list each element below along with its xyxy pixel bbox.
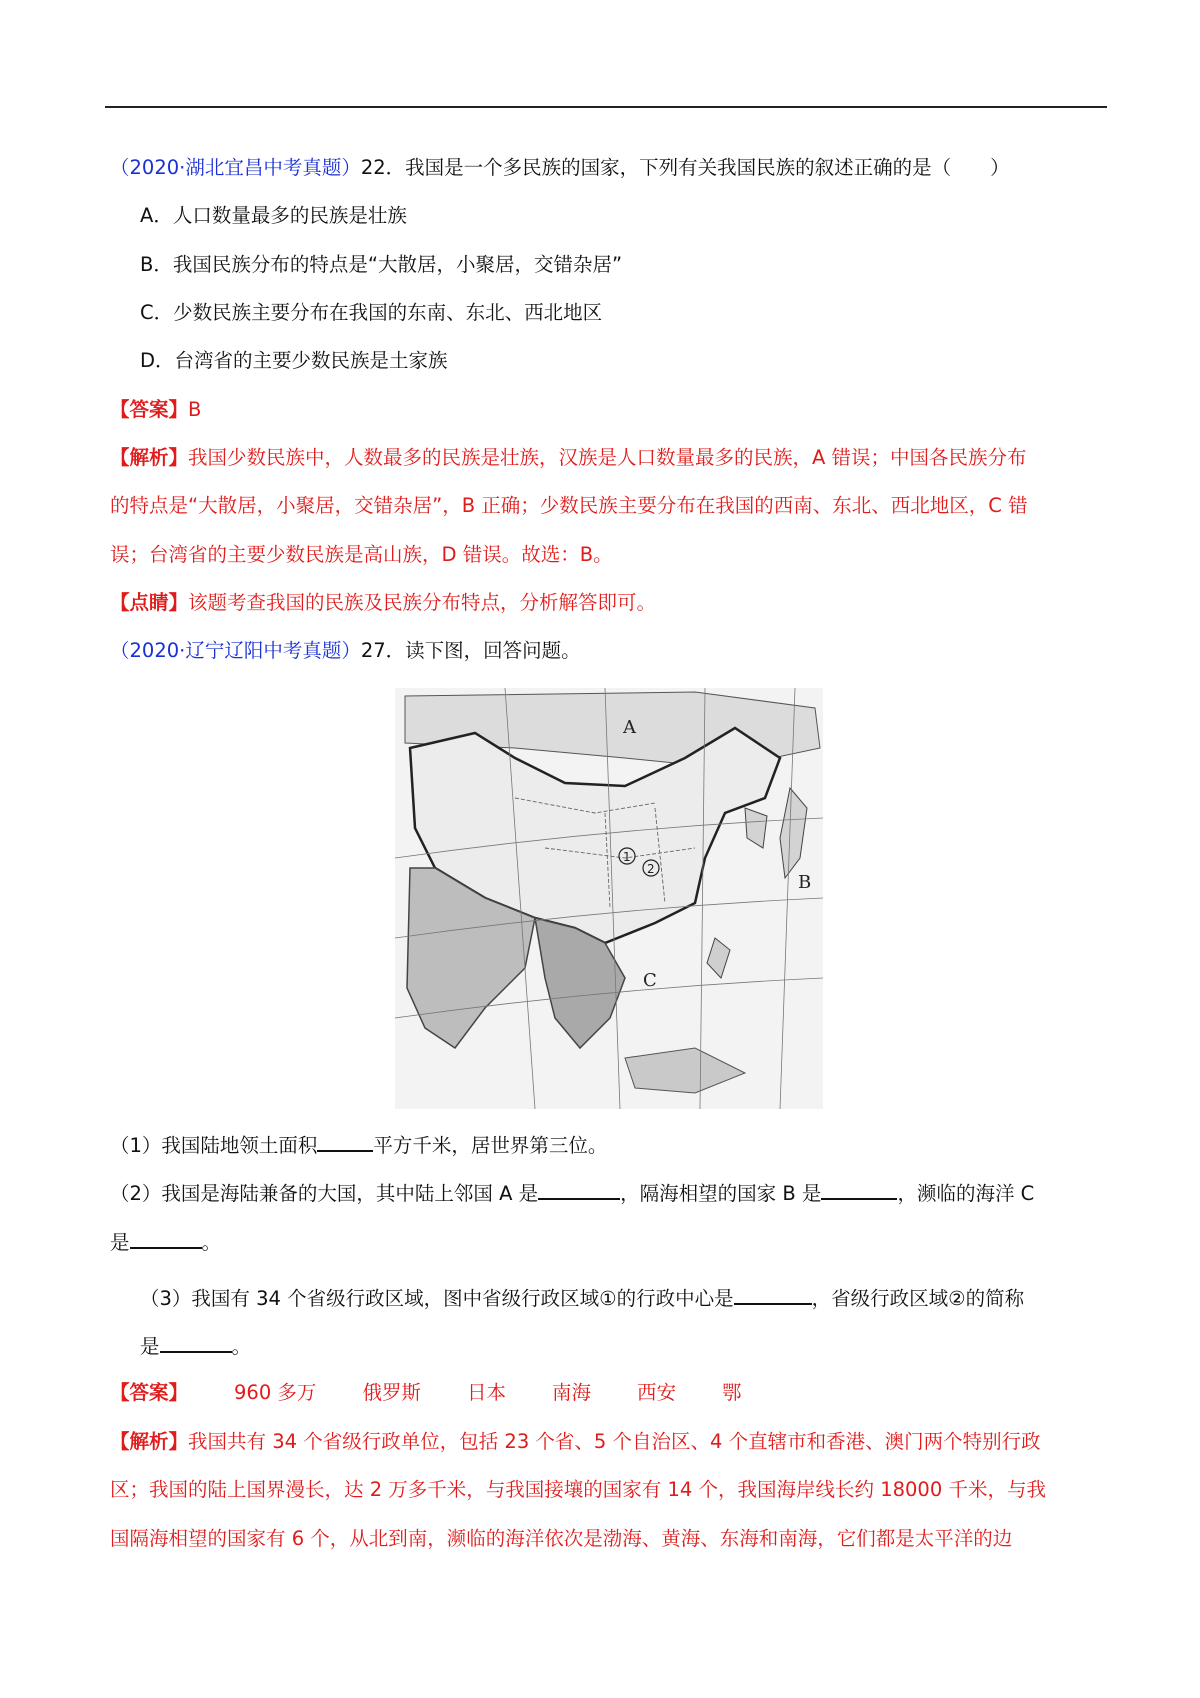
- q22-analysis-line-1: [110, 444, 1110, 472]
- q27-source: （2020·辽宁辽阳中考真题）: [110, 639, 361, 662]
- q27-answer-5: 西安: [636, 1381, 676, 1404]
- map-marker-1: 1: [623, 850, 631, 864]
- map-label-a: A: [623, 717, 636, 738]
- q27-sub2-line2-post: 。: [201, 1231, 222, 1254]
- q27-sub1-post: 平方千米，居世界第三位。: [373, 1134, 608, 1157]
- q27-sub3-blank-b: [160, 1331, 232, 1353]
- q27-analysis-line-3: 国隔海相望的国家有 6 个，从北到南，濒临的海洋依次是渤海、黄海、东海和南海，它们都是太平洋的边: [110, 1527, 1013, 1550]
- q22-option-a: A．人口数量最多的民族是壮族: [140, 204, 407, 227]
- q27-sub2-blank-c: [130, 1227, 202, 1249]
- q27-stem-line: [110, 637, 1110, 665]
- q27-sub3-mid: ，省级行政区域②的简称: [811, 1287, 1025, 1310]
- q22-option-d: D．台湾省的主要少数民族是土家族: [140, 349, 448, 372]
- header-rule: [105, 106, 1107, 108]
- q22-tip-line: [110, 589, 1110, 617]
- q27-answer-3: 日本: [466, 1381, 506, 1404]
- q22-tip-label: 【点睛】: [110, 591, 189, 614]
- q27-sub2-mid1: ，隔海相望的国家 B 是: [620, 1182, 822, 1205]
- q27-sub2-pre: （2）我国是海陆兼备的大国，其中陆上邻国 A 是: [110, 1182, 539, 1205]
- q22-analysis-line-3: 误；台湾省的主要少数民族是高山族，D 错误。故选：B。: [110, 543, 613, 566]
- q22-analysis-line-2: 的特点是“大散居，小聚居，交错杂居”，B 正确；少数民族主要分布在我国的西南、东北、西北地区，C 错: [110, 494, 1028, 517]
- q22-tip: 该题考查我国的民族及民族分布特点，分析解答即可。: [188, 591, 657, 614]
- q22-option-b: B．我国民族分布的特点是“大散居，小聚居，交错杂居”: [140, 253, 623, 276]
- q27-analysis-line-2: 区；我国的陆上国界漫长，达 2 万多千米，与我国接壤的国家有 14 个，我国海岸线长约 18000 千米，与我: [110, 1478, 1046, 1501]
- q27-analysis-text-1: 我国共有 34 个省级行政单位，包括 23 个省、5 个自治区、4 个直辖市和香港、澳门两个特别行政: [188, 1430, 1041, 1453]
- q27-stem: 27．读下图，回答问题。: [360, 639, 581, 662]
- q27-analysis-label: 【解析】: [110, 1430, 189, 1453]
- china-map-svg: [395, 688, 823, 1109]
- q27-sub3-line2: [140, 1331, 1140, 1361]
- map-label-b: B: [798, 872, 812, 893]
- q27-sub3: [140, 1283, 1140, 1313]
- q27-sub2-line2: [110, 1227, 1110, 1257]
- q22-stem-line: [110, 154, 1110, 182]
- q27-answer-1: 960 多万: [234, 1381, 317, 1404]
- q27-sub2-blank-b: [821, 1178, 897, 1200]
- q27-sub2-line2-pre: 是: [110, 1231, 130, 1254]
- q22-stem: 22．我国是一个多民族的国家，下列有关我国民族的叙述正确的是（ ）: [360, 156, 1010, 179]
- q27-sub2-blank-a: [538, 1178, 620, 1200]
- q27-sub2: [110, 1178, 1110, 1208]
- q27-analysis-line-1: [110, 1428, 1110, 1456]
- q22-source: （2020·湖北宜昌中考真题）: [110, 156, 361, 179]
- q27-answer-label: 【答案】: [110, 1381, 189, 1404]
- q27-answer-6: 鄂: [722, 1381, 742, 1404]
- q22-answer-line: [110, 396, 1110, 424]
- map-marker-2: 2: [647, 862, 655, 876]
- q27-sub2-mid2: ，濒临的海洋 C: [897, 1182, 1035, 1205]
- china-map-figure: [395, 688, 823, 1109]
- q27-sub3-blank-a: [734, 1283, 812, 1305]
- q27-answer-2: 俄罗斯: [362, 1381, 421, 1404]
- q27-sub1: [110, 1130, 1110, 1160]
- q27-answer-line: [110, 1379, 1110, 1407]
- q27-sub1-blank: [317, 1130, 373, 1152]
- q27-answer-4: 南海: [551, 1381, 591, 1404]
- q22-answer-label: 【答案】: [110, 398, 189, 421]
- q22-analysis-label: 【解析】: [110, 446, 189, 469]
- q27-sub3-pre: （3）我国有 34 个省级行政区域，图中省级行政区域①的行政中心是: [140, 1287, 734, 1310]
- q27-sub3-line2-post: 。: [231, 1335, 252, 1358]
- map-label-c: C: [643, 970, 657, 991]
- q27-sub1-pre: （1）我国陆地领土面积: [110, 1134, 318, 1157]
- q22-option-c: C．少数民族主要分布在我国的东南、东北、西北地区: [140, 301, 603, 324]
- q27-sub3-line2-pre: 是: [140, 1335, 160, 1358]
- q22-answer: B: [188, 398, 202, 421]
- q22-analysis-text-1: 我国少数民族中，人数最多的民族是壮族，汉族是人口数量最多的民族，A 错误；中国各民族分布: [188, 446, 1027, 469]
